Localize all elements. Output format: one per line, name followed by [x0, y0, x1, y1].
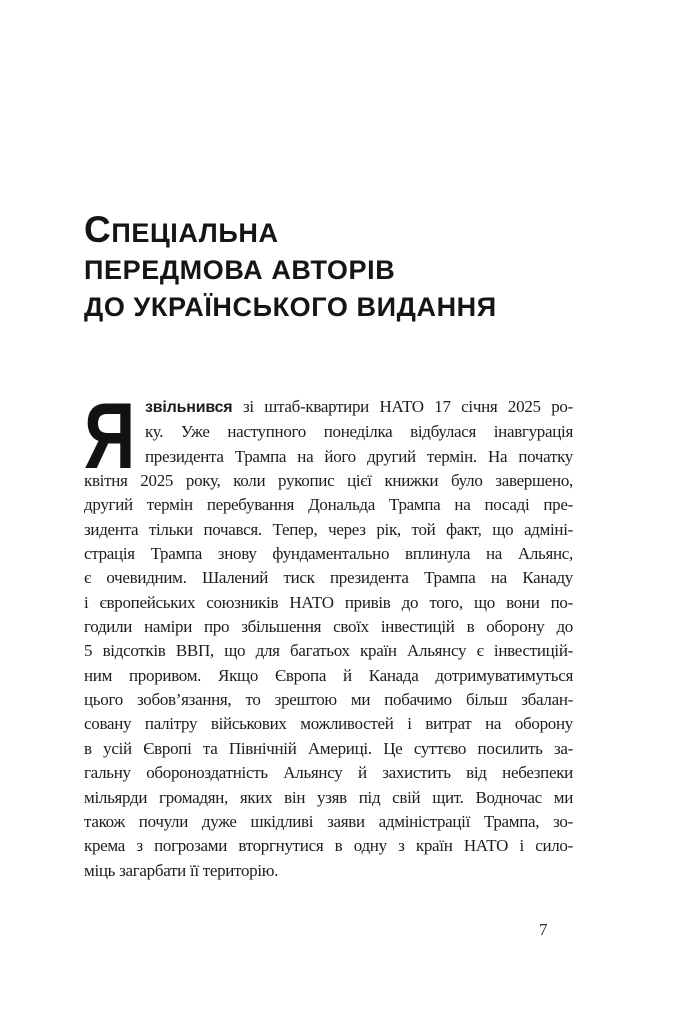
body-line: президента Трампа на його другий термін. На початку [145, 446, 573, 466]
body-line: квітня 2025 року, коли рукопис цієї книжки було завершено, [84, 471, 573, 491]
drop-cap-letter: Я [84, 383, 136, 488]
lead-word: звільнився [145, 399, 233, 416]
body-line: гальну обороноздатність Альянсу й захистить від небезпеки [84, 763, 573, 783]
chapter-title-line-1: СПЕЦІАЛЬНА [84, 209, 279, 250]
chapter-title-line-3: ДО УКРАЇНСЬКОГО ВИДАННЯ [84, 292, 497, 322]
body-line: мільярди громадян, яких він узяв під свій щит. Водночас ми [84, 787, 573, 807]
body-line: в усій Європі та Північній Америці. Це суттєво посилить за- [84, 738, 573, 758]
body-paragraph [84, 395, 573, 883]
body-line: 5 відсотків ВВП, що для багатьох країн Альянсу є інвестицій- [84, 641, 573, 661]
chapter-title [84, 211, 497, 326]
body-line: ним проривом. Якщо Європа й Канада дотримуватимуться [84, 665, 573, 685]
body-line: також почули дуже шкідливі заяви адміністрації Трампа, зо- [84, 811, 573, 831]
body-line: крема з погрозами вторгнутися в одну з країн НАТО і сило- [84, 836, 573, 856]
body-line: зидента тільки почався. Тепер, через рік, той факт, що адміні- [84, 519, 573, 539]
body-line: годили наміри про збільшення своїх інвестицій в оборону до [84, 617, 573, 637]
body-line: є очевидним. Шалений тиск президента Трампа на Канаду [84, 568, 573, 588]
body-line: страція Трампа знову фундаментально вплинула на Альянс, [84, 544, 573, 564]
body-line: міць загарбати її територію. [84, 860, 279, 880]
page-number: 7 [539, 920, 548, 939]
body-line: і європейських союзників НАТО привів до того, що вони по- [84, 592, 573, 612]
body-line [145, 395, 573, 420]
body-line: другий термін перебування Дональда Трампа на посаді пре- [84, 495, 573, 515]
body-line: ку. Уже наступного понеділка відбулася інавгурація [145, 422, 573, 442]
body-line: цього зобов’язання, то зрештою ми побачимо більш збалан- [84, 690, 573, 710]
body-line: совану палітру військових можливостей і витрат на оборону [84, 714, 573, 734]
body-line-text: зі штаб-квартири НАТО 17 січня 2025 ро- [242, 397, 573, 416]
chapter-title-line-2: ПЕРЕДМОВА АВТОРІВ [84, 255, 396, 285]
